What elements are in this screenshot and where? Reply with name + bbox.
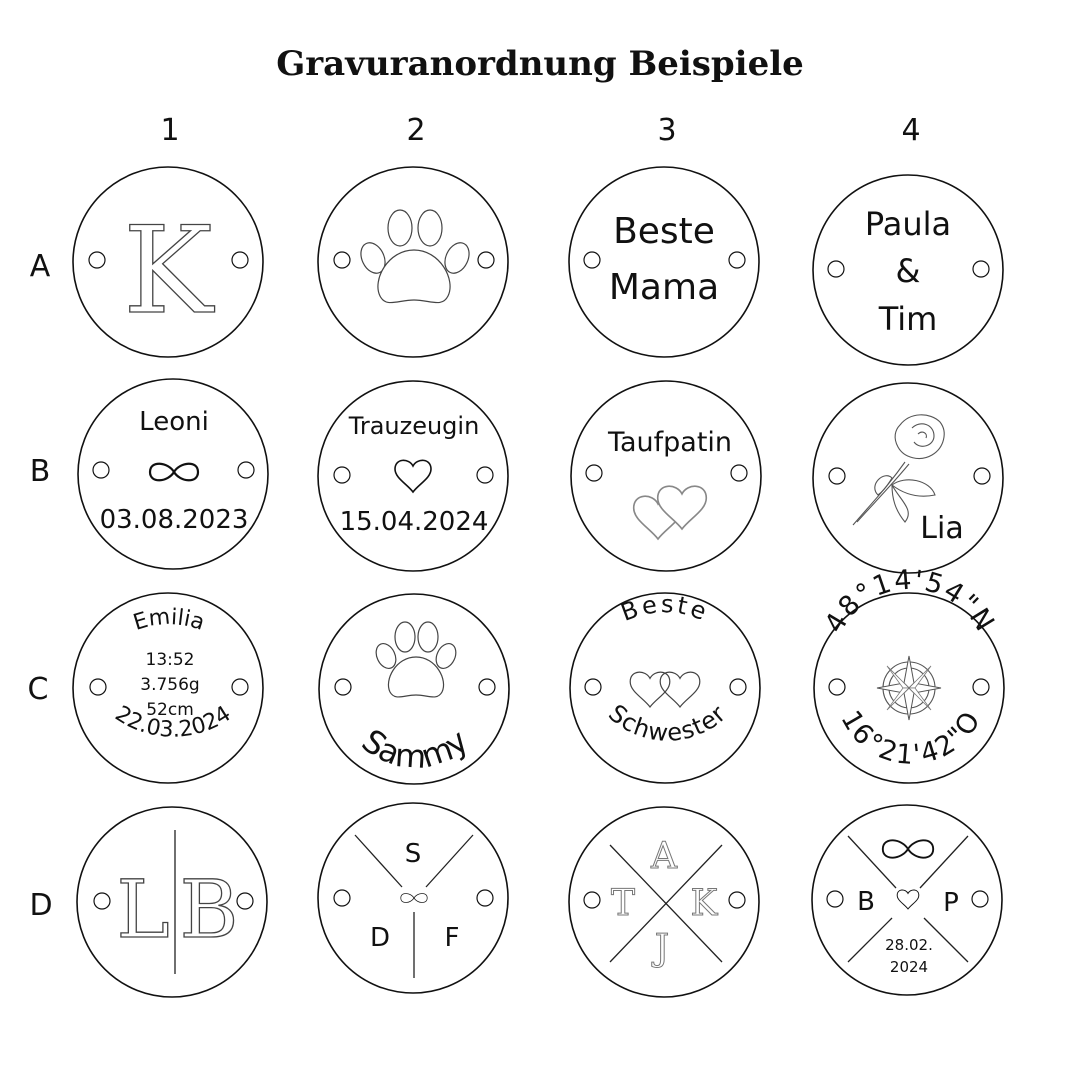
name-text: Taufpatin xyxy=(607,427,733,458)
date-arc: 22.03.2024 xyxy=(110,701,236,743)
column-header-3: 3 xyxy=(657,113,677,148)
line-1: Paula xyxy=(864,205,952,243)
disc-c3 xyxy=(570,590,760,783)
disc-d4 xyxy=(812,805,1002,995)
page-title: Gravuranordnung Beispiele xyxy=(276,44,804,84)
column-header-2: 2 xyxy=(406,113,426,148)
column-header-1: 1 xyxy=(160,113,180,148)
disc-b4 xyxy=(813,383,1003,573)
date-day: 28.02. xyxy=(885,936,933,954)
disc-a4 xyxy=(813,175,1003,365)
name-arc: Emilia xyxy=(130,604,208,636)
disc-c4 xyxy=(814,565,1004,783)
right-initial: P xyxy=(943,888,959,918)
bottom-arc: Schwester xyxy=(603,698,732,748)
left-initial: T xyxy=(610,883,636,924)
date-text: 15.04.2024 xyxy=(339,507,489,537)
line-2: Mama xyxy=(608,267,720,308)
bottom-initial: J xyxy=(654,928,670,969)
line-2: & xyxy=(895,252,921,290)
disc-b2 xyxy=(318,381,508,571)
column-header-4: 4 xyxy=(901,113,921,148)
latitude-arc: 48°14'54"N xyxy=(818,564,1001,639)
disc-c1 xyxy=(73,593,263,783)
weight-text: 3.756g xyxy=(140,675,200,695)
disc-b3 xyxy=(571,381,761,571)
name-text: Leoni xyxy=(139,407,209,437)
right-initial: F xyxy=(444,923,460,953)
top-initial: A xyxy=(651,836,677,877)
disc-d1 xyxy=(77,807,267,997)
left-initial: L xyxy=(116,863,170,956)
disc-b1 xyxy=(78,379,268,569)
disc-c2 xyxy=(319,594,509,784)
disc-a2 xyxy=(318,167,508,357)
longitude-arc: 16°21'42"O xyxy=(834,705,988,772)
line-1: Beste xyxy=(613,211,715,252)
row-header-a: A xyxy=(29,249,51,284)
name-text: Trauzeugin xyxy=(348,412,480,440)
row-header-d: D xyxy=(29,888,53,923)
disc-a3 xyxy=(569,167,759,357)
right-initial: B xyxy=(179,863,239,956)
name-arc: Sammy xyxy=(354,721,476,776)
date-text: 03.08.2023 xyxy=(99,505,249,535)
row-header-c: C xyxy=(27,672,49,707)
line-3: Tim xyxy=(878,300,938,338)
disc-d2 xyxy=(318,803,508,993)
top-arc: Beste xyxy=(617,590,714,627)
time-text: 13:52 xyxy=(145,650,195,670)
right-initial: K xyxy=(690,883,718,924)
monogram-letter: K xyxy=(123,202,213,341)
disc-d3 xyxy=(569,807,759,997)
left-initial: D xyxy=(369,923,391,953)
top-initial: S xyxy=(404,839,422,869)
date-year: 2024 xyxy=(889,958,929,976)
length-text: 52cm xyxy=(146,700,194,720)
row-header-b: B xyxy=(29,454,51,489)
name-text: Lia xyxy=(920,511,964,546)
disc-a1 xyxy=(73,167,263,357)
left-initial: B xyxy=(857,887,875,917)
